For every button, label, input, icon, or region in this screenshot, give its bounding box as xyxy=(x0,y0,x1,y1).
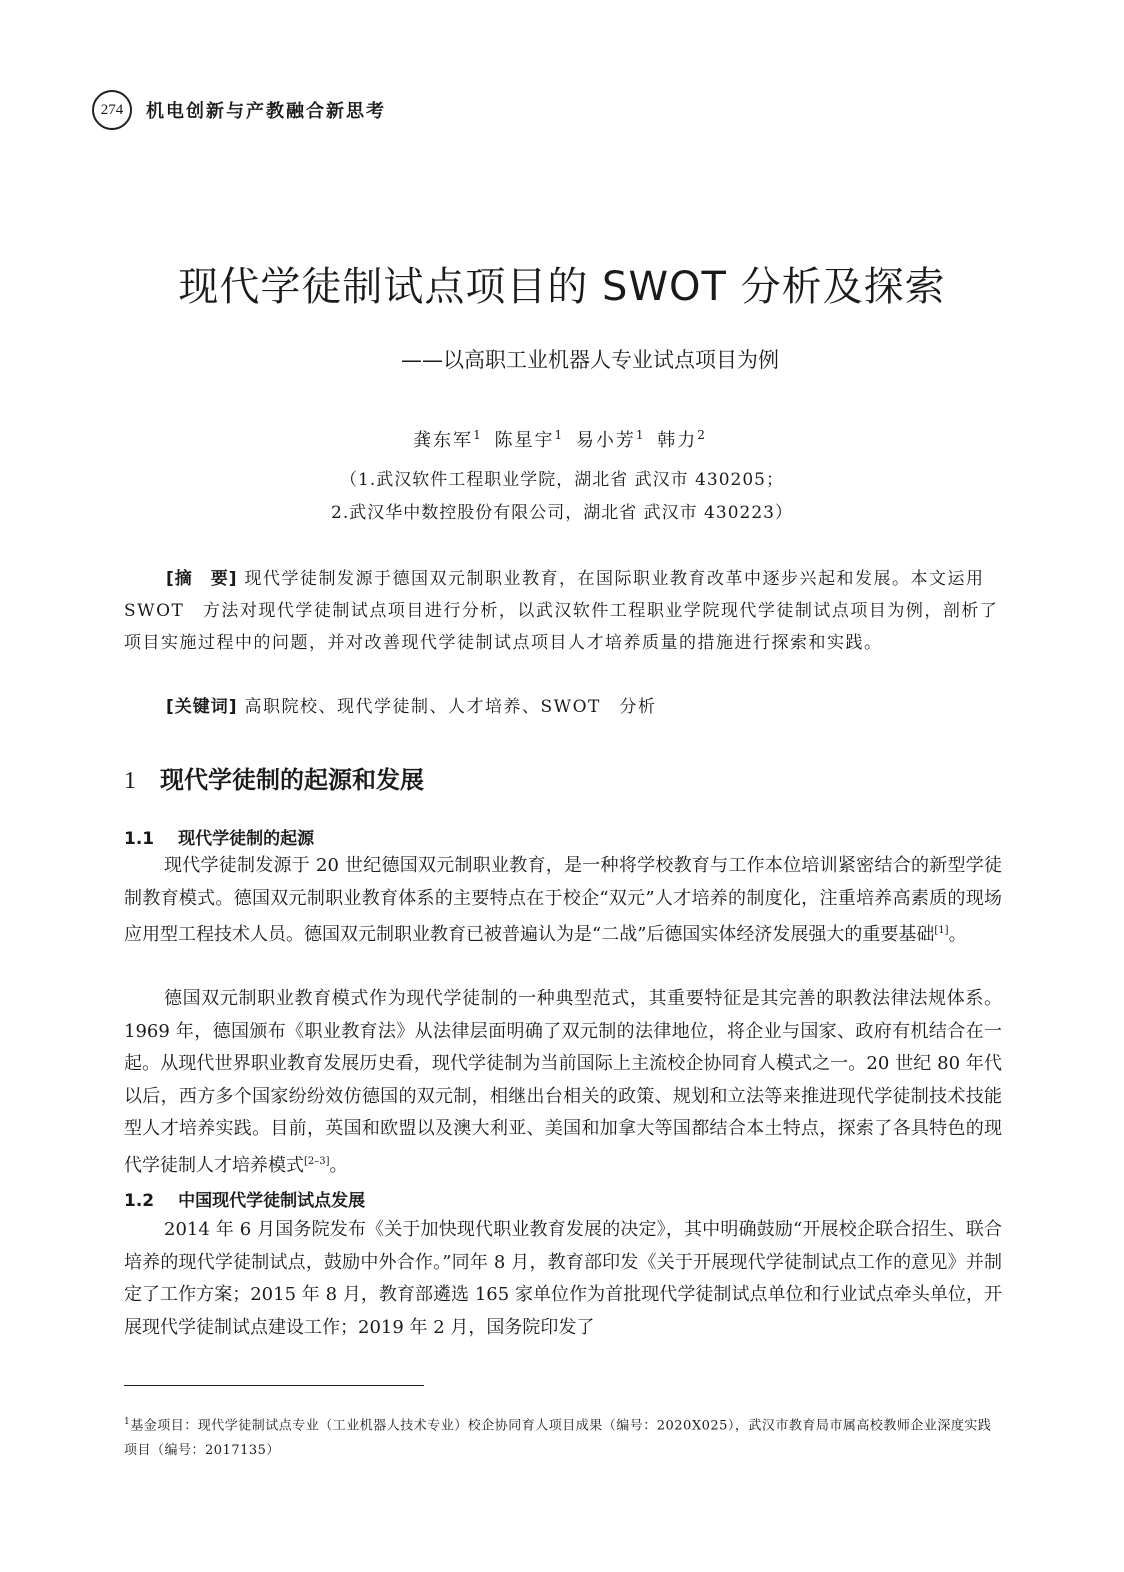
author-name: 韩力 xyxy=(657,430,698,451)
running-header xyxy=(92,90,386,130)
author-list xyxy=(0,426,1124,452)
page-number: 274 xyxy=(92,90,132,130)
subsection-heading xyxy=(124,824,314,849)
article-subtitle: ——以高职工业机器人专业试点项目为例 xyxy=(401,348,779,372)
keywords-label: [关键词] xyxy=(166,697,238,717)
keywords xyxy=(166,692,1002,717)
footnote-mark: 1 xyxy=(124,1417,131,1427)
paragraph-tail: 。 xyxy=(329,1154,348,1176)
paragraph-tail: 。 xyxy=(948,924,967,945)
author-affiliation-mark: 1 xyxy=(635,428,644,442)
paragraph-text: 2014 年 6 月国务院发布《关于加快现代职业教育发展的决定》，其中明确鼓励“开展校企联合招生、联合培养的现代学徒制试点，鼓励中外合作。”同年 8 月，教育部印发《关于开展现代学徒制试点工作的意见》并制定了工作方案；2015 年 8 月，教育部遴选 165 家单位作为首批现代学徒制试点单位和行业试点牵头单位，开展现代学徒制试点建设工作；2019 年 2 月，国务院印发了 xyxy=(124,1219,1002,1338)
author-affiliation-mark: 2 xyxy=(697,428,705,442)
author-name: 陈星宇 xyxy=(494,430,555,451)
author-name: 易小芳 xyxy=(575,430,636,451)
subsection-number: 1.1 xyxy=(124,829,155,849)
author-affiliation-mark: 1 xyxy=(473,428,481,442)
keywords-text: 高职院校、现代学徒制、人才培养、SWOT 分析 xyxy=(244,697,657,717)
footnote xyxy=(124,1410,1002,1463)
paragraph-text: 德国双元制职业教育模式作为现代学徒制的一种典型范式，其重要特征是其完善的职教法律法规体系。1969 年，德国颁布《职业教育法》从法律层面明确了双元制的法律地位，将企业与国家、政府有机结合在一起。从现代世界职业教育发展历史看，现代学徒制为当前国际上主流校企协同育人模式之一。20 世纪 80 年代以后，西方多个国家纷纷效仿德国的双元制，相继出台相关的政策、规划和立法等来推进现代学徒制技术技能型人才培养实践。目前，英国和欧盟以及澳大利亚、美国和加拿大等国都结合本土特点，探索了各具特色的现代学徒制人才培养模式 xyxy=(124,988,1003,1176)
body-paragraph xyxy=(124,850,1002,952)
body-paragraph xyxy=(124,983,1002,1182)
section-title: 现代学徒制的起源和发展 xyxy=(160,766,424,794)
subsection-title: 现代学徒制的起源 xyxy=(178,829,315,849)
subsection-number: 1.2 xyxy=(124,1191,155,1211)
body-paragraph xyxy=(124,1214,1002,1344)
subsection-heading xyxy=(124,1186,365,1211)
abstract xyxy=(124,563,1002,659)
abstract-label: [摘 要] xyxy=(166,569,238,589)
running-title: 机电创新与产教融合新思考 xyxy=(146,101,386,122)
author-affiliation-mark: 1 xyxy=(554,428,563,442)
article-title: 现代学徒制试点项目的 SWOT 分析及探索 xyxy=(178,264,946,310)
author-name: 龚东军 xyxy=(413,430,474,451)
abstract-text: 现代学徒制发源于德国双元制职业教育，在国际职业教育改革中逐步兴起和发展。本文运用 SWOT 方法对现代学徒制试点项目进行分析，以武汉软件工程职业学院现代学徒制试点项目为例，剖析了项目实施过程中的问题，并对改善现代学徒制试点项目人才培养质量的措施进行探索和实践。 xyxy=(124,569,999,653)
citation-ref: [2–3] xyxy=(304,1155,330,1167)
affiliation-2: 2.武汉华中数控股份有限公司，湖北省 武汉市 430223） xyxy=(331,503,793,523)
footnote-rule xyxy=(124,1385,424,1386)
subsection-title: 中国现代学徒制试点发展 xyxy=(178,1191,366,1211)
footnote-text: 基金项目：现代学徒制试点专业（工业机器人技术专业）校企协同育人项目成果（编号：2020X025），武汉市教育局市属高校教师企业深度实践项目（编号：2017135） xyxy=(124,1418,992,1459)
section-heading xyxy=(124,760,424,795)
paragraph-text: 现代学徒制发源于 20 世纪德国双元制职业教育，是一种将学校教育与工作本位培训紧密结合的新型学徒制教育模式。德国双元制职业教育体系的主要特点在于校企“双元”人才培养的制度化，注重培养高素质的现场应用型工程技术人员。德国双元制职业教育已被普遍认为是“二战”后德国实体经济发展强大的重要基础 xyxy=(124,855,1002,945)
affiliation-1: （1.武汉软件工程职业学院，湖北省 武汉市 430205； xyxy=(340,470,784,490)
section-number: 1 xyxy=(124,768,136,794)
citation-ref: [1] xyxy=(934,925,949,936)
